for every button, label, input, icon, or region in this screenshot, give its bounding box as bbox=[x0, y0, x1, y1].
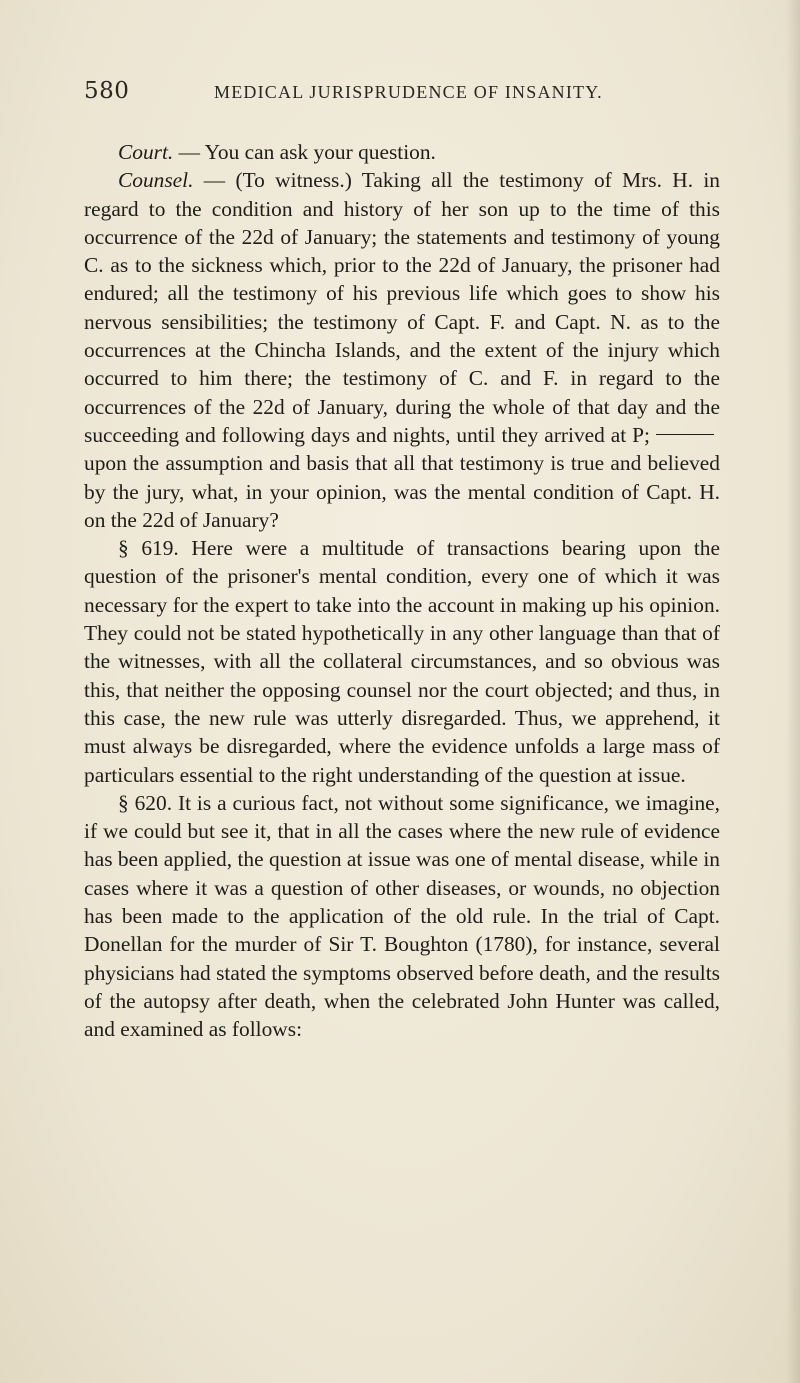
dash-rule bbox=[656, 434, 714, 435]
paragraph-court bbox=[84, 138, 720, 166]
running-head: MEDICAL JURISPRUDENCE OF INSANITY. bbox=[214, 82, 603, 102]
paragraph-619 bbox=[84, 534, 720, 789]
speaker-label: Counsel. bbox=[118, 168, 194, 193]
paragraph-text: — (To witness.) Taking all the testimony of Mrs. H. in regard to the condition and history of her son up to the time of this occurrence of the 22d of January; the statements and testimony of young C. as to the sickness which, prior to the 22d of January, the prisoner had endured; all the testimony of his previous life which goes to show his nervous sensibilities; the testimony of Capt. F. and Capt. N. as to the occurrences at the Chincha Islands, and the extent of the injury which occurred to him there; the testimony of C. and F. in regard to the occurrences of the 22d of January, during the whole of that day and the succeeding and following days and nights, until they arrived at P; bbox=[84, 168, 720, 447]
speaker-label: Court. bbox=[118, 140, 174, 164]
paragraph-text: — You can ask your question. bbox=[173, 140, 436, 164]
page-edge-shadow bbox=[786, 0, 800, 1383]
paragraph-text: upon the assumption and basis that all that testimony is true and believed by the jury, what, in your opinion, was the mental condition of Capt. H. on the 22d of January? bbox=[84, 451, 720, 532]
paragraph-text: § 619. Here were a multitude of transactions bearing upon the question of the prisoner's mental condition, every one of which it was necessary for the expert to take into the account in making up his opinion. They could not be stated hypothetically in any other language than that of the witnesses, with all the collateral circumstances, and so obvious was this, that neither the opposing counsel nor the court objected; and thus, in this case, the new rule was utterly disregarded. Thus, we apprehend, it must always be disregarded, where the evidence unfolds a large mass of particulars essential to the right understanding of the question at issue. bbox=[84, 536, 720, 787]
page-number: 580 bbox=[84, 78, 130, 104]
page-header bbox=[84, 78, 724, 112]
paragraph-counsel bbox=[84, 166, 720, 534]
paragraph-620 bbox=[84, 789, 720, 1044]
paragraph-text: § 620. It is a curious fact, not without some significance, we imagine, if we could but see it, that in all the cases where the new rule of evidence has been applied, the question at issue was one of mental disease, while in cases where it was a question of other diseases, or wounds, no objection has been made to the application of the old rule. In the trial of Capt. Donellan for the murder of Sir T. Boughton (1780), for instance, several physicians had stated the symptoms observed before death, and the results of the autopsy after death, when the celebrated John Hunter was called, and examined as follows: bbox=[84, 790, 720, 1042]
body-text bbox=[84, 138, 720, 1044]
